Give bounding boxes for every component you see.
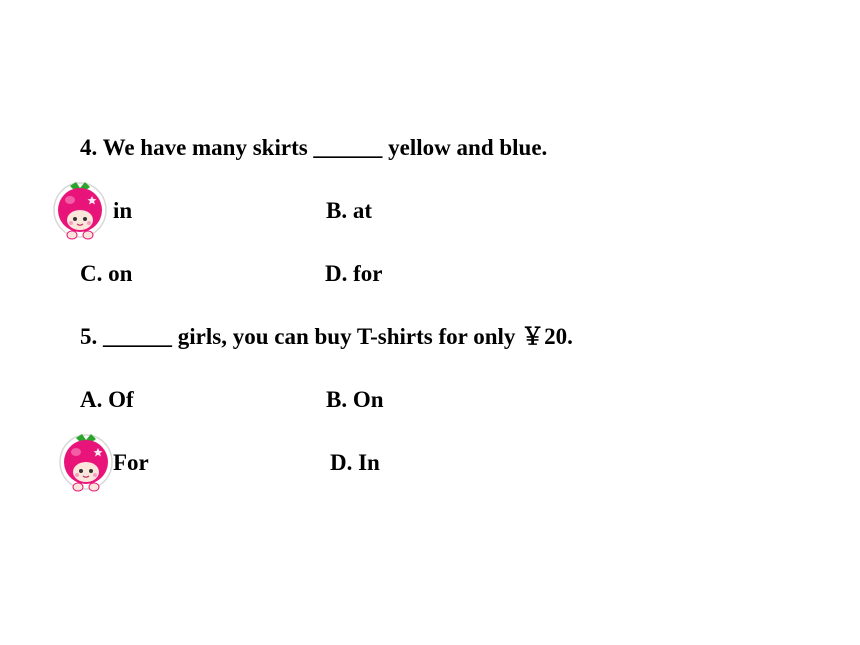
question-5-stem: 5. ______ girls, you can buy T-shirts for only ￥20. — [80, 324, 573, 349]
question-4-stem: 4. We have many skirts ______ yellow and blue. — [80, 135, 548, 160]
option-a: A. Of — [80, 387, 134, 412]
option-b: B. at — [326, 198, 372, 223]
option-c: For — [113, 450, 149, 475]
option-d: D. In — [330, 450, 380, 475]
option-a: in — [113, 198, 133, 223]
option-d: D. for — [325, 261, 383, 286]
option-c: C. on — [80, 261, 133, 286]
strawberry-girl-mascot-icon — [58, 432, 114, 498]
option-b: B. On — [326, 387, 384, 412]
strawberry-girl-mascot-icon — [52, 180, 108, 246]
